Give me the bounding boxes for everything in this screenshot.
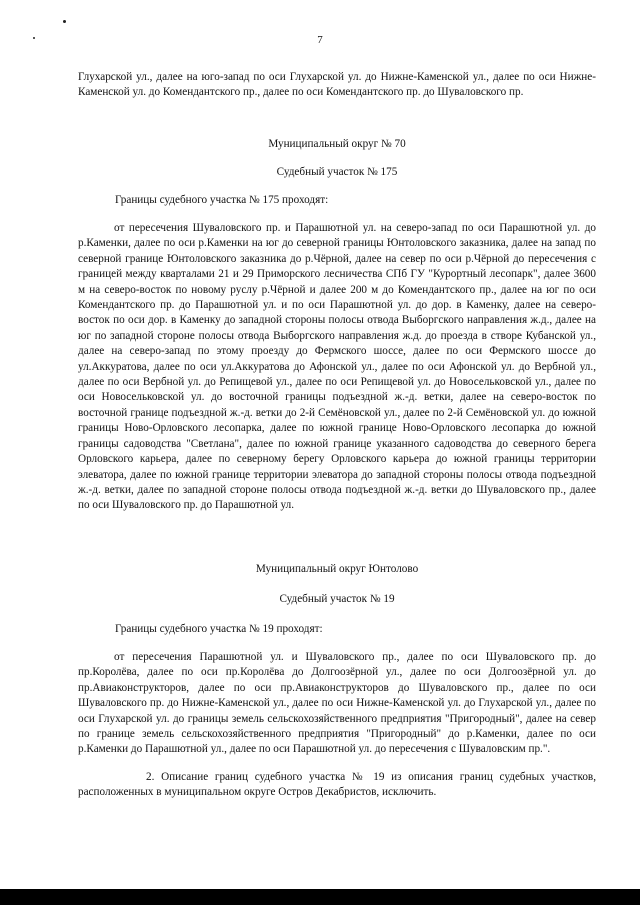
borders-title-175: Границы судебного участка № 175 проходят: bbox=[115, 194, 329, 206]
scan-bottom-edge bbox=[0, 889, 640, 905]
page-number: 7 bbox=[317, 34, 323, 46]
scan-speck bbox=[63, 20, 66, 23]
closing-paragraph-block bbox=[78, 770, 596, 801]
borders-body-175: от пересечения Шуваловского пр. и Парашютной ул. на северо-запад по оси Парашютной ул. до р.Каменки, далее по оси р.Каменки на юг до северной границы Юнтоловского заказника, далее на запад по северной границе Юнтоловского заказника до р.Чёрной, далее на север по оси р.Чёрной до пересечения с границей между кварталами 21 и 29 Приморского лесничества СПб ГУ "Курортный лесопарк", далее 3600 м на северо-восток по новому руслу р.Чёрной и далее 200 м до Комендантского пр., далее на юг по оси Комендантского пр. до Парашютной ул. и по оси Парашютной ул. до дор. в Каменку, далее на северо-восток по оси дор. в Каменку до западной стороны полосы отвода Выборгского направления ж.д., далее на юг по западной стороне полосы отвода Выборгского направления ж.д. до проезда в створе Кубанской ул., далее на северо-запад по этому проезду до Фермского шоссе, далее по оси Фермского шоссе до ул.Аккуратова, далее по оси ул.Аккуратова до Афонской ул., далее по оси Афонской ул. до Вербной ул., далее по оси Вербной ул. до Репищевой ул., далее по оси Репищевой ул. до Новосельковской ул., далее по оси Новосельковской ул. до восточной границы подъездной ж.-д. ветки, далее на северо-восток по восточной границе подъездной ж.-д. ветки до 2-й Семёновской ул., далее по 2-й Семёновской ул. до южной границы Ново-Орловского лесопарка, далее по южной границе Ново-Орловского лесопарка до южной границы садоводства "Светлана", далее по южной границе указанного садоводства до северного берега Орловского карьера, далее по северному берегу Орловского карьера до южной границы территории элеватора, далее по южной границе территории элеватора до западной стороны полосы отвода подъездной ж.-д. ветки, далее по западной стороне полосы отвода подъездной ж.-д. ветки до Шуваловского пр., далее по оси Шуваловского пр. до Парашютной ул. bbox=[78, 222, 596, 512]
closing-paragraph: 2. Описание границ судебного участка № 19 из описания границ судебных участков, расположенных в муниципальном округе Остров Декабристов, исключить. bbox=[78, 771, 596, 799]
borders-body-19-block bbox=[78, 650, 596, 758]
borders-body-175-block bbox=[78, 221, 596, 514]
intro-paragraph-block bbox=[78, 70, 596, 101]
court-heading-19: Судебный участок № 19 bbox=[279, 593, 395, 605]
borders-body-19: от пересечения Парашютной ул. и Шуваловского пр., далее по оси Шуваловского пр. до пр.Королёва, далее по оси пр.Королёва до Долгоозёрной ул., далее по оси Долгоозёрной ул. до пр.Авиаконструкторов, далее по оси пр.Авиаконструкторов до Шуваловского пр., далее по оси Шуваловского пр. до Нижне-Каменской ул., далее по оси Нижне-Каменской ул. до Глухарской ул., далее по оси Глухарской ул. до границы земель сельскохозяйственного предприятия "Пригородный", далее на север по границе земель сельскохозяйственного предприятия "Пригородный" до р.Каменки, далее по оси р.Каменки до Парашютной ул., далее по оси Парашютной ул. до пересечения с Шуваловским пр.". bbox=[78, 651, 596, 756]
court-heading-175: Судебный участок № 175 bbox=[276, 166, 398, 178]
district-heading-yuntolovo: Муниципальный округ Юнтолово bbox=[255, 563, 419, 575]
borders-title-19: Границы судебного участка № 19 проходят: bbox=[115, 623, 323, 635]
district-heading-70: Муниципальный округ № 70 bbox=[268, 138, 406, 150]
intro-paragraph: Глухарской ул., далее на юго-запад по оси Глухарской ул. до Нижне-Каменской ул., далее по оси Нижне-Каменской ул. до Комендантского пр., далее по оси Комендантского пр. до Шуваловского пр. bbox=[78, 71, 596, 99]
